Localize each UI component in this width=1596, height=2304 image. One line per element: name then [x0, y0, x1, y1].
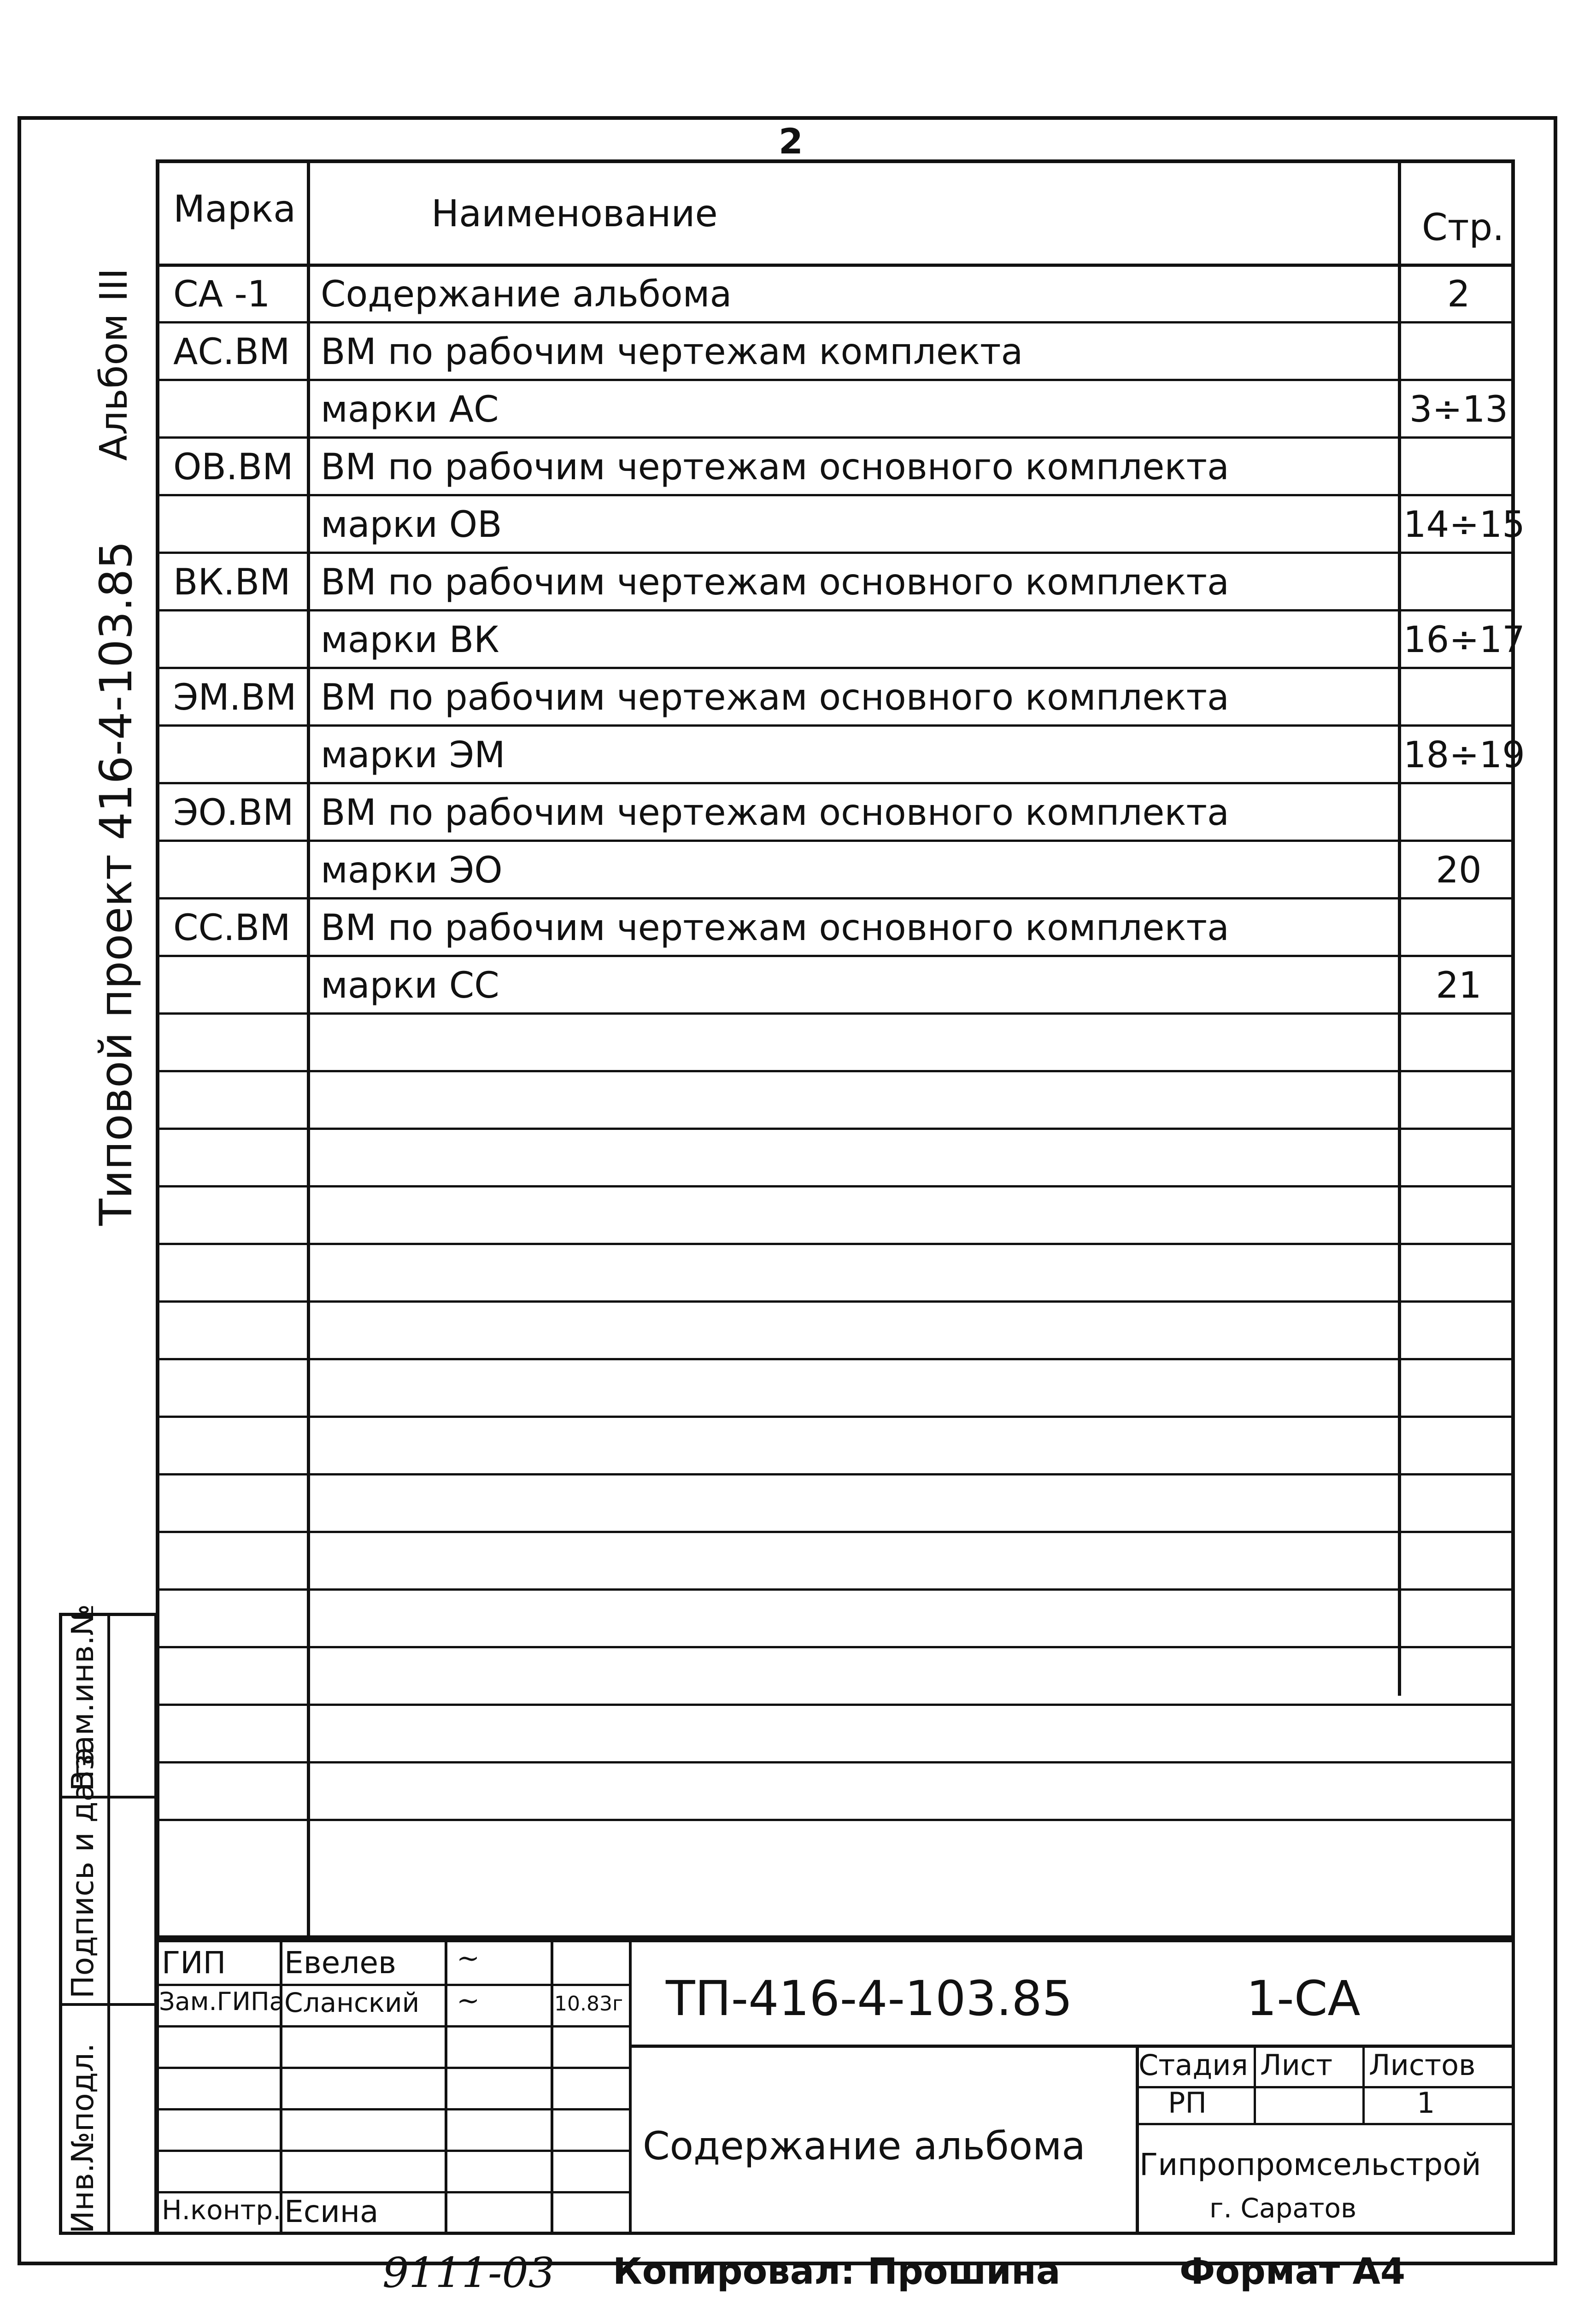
row-page: 18÷19: [1403, 735, 1525, 776]
row-divider: [159, 1012, 1511, 1015]
row-divider: [159, 379, 1511, 381]
row-divider: [159, 1300, 1511, 1303]
row-mark: ЭМ.ВМ: [173, 677, 297, 718]
row-divider: [159, 1358, 1511, 1360]
row-mark: АС.ВМ: [173, 331, 290, 373]
role-gip: ГИП: [162, 1945, 226, 1981]
stamp-date: 10.83г: [554, 1992, 623, 2016]
row-name: ВМ по рабочим чертежам основного комплекта: [321, 907, 1229, 949]
row-divider: [159, 609, 1511, 611]
contents-table: [156, 159, 1525, 1939]
row-divider: [159, 1704, 1511, 1706]
left-strip: [59, 1604, 158, 2235]
row-page: 20: [1436, 850, 1482, 891]
row-name: ВМ по рабочим чертежам основного комплекта: [321, 447, 1229, 488]
name-n-kontr: Есина: [284, 2194, 379, 2229]
row-page: 21: [1436, 965, 1482, 1006]
sheet-code: 1-СА: [1246, 1970, 1361, 2027]
podpis-data-label: Подпись и дата: [65, 1746, 100, 1998]
row-page: 3÷13: [1409, 389, 1508, 430]
row-name: ВМ по рабочим чертежам основного комплекта: [321, 792, 1229, 834]
row-divider: [159, 1819, 1511, 1821]
stage-value: РП: [1168, 2086, 1207, 2120]
sheet-label: Лист: [1260, 2048, 1333, 2082]
row-divider: [159, 1128, 1511, 1130]
row-name: марки ЭМ: [321, 735, 505, 776]
col-divider-mark: [307, 163, 310, 1935]
row-divider: [159, 1243, 1511, 1245]
inv-podl-label: Инв.№подл.: [65, 2043, 100, 2233]
row-divider: [159, 1185, 1511, 1187]
footer-number: 9111-03: [382, 2249, 555, 2297]
row-divider: [159, 321, 1511, 323]
header-page: Стр.: [1422, 206, 1504, 249]
album-label: Альбом III: [92, 268, 136, 461]
row-mark: СА -1: [173, 274, 270, 315]
row-divider: [159, 1531, 1511, 1533]
row-name: ВМ по рабочим чертежам основного комплекта: [321, 677, 1229, 718]
role-n-kontr: Н.контр.: [162, 2194, 282, 2226]
row-page: 16÷17: [1403, 619, 1525, 661]
row-name: марки ЭО: [321, 850, 503, 891]
row-mark: СС.ВМ: [173, 907, 291, 949]
header-mark: Марка: [173, 188, 296, 230]
row-page: 2: [1447, 274, 1470, 315]
row-divider: [159, 494, 1511, 496]
row-divider: [159, 1761, 1511, 1763]
sheet-number: 2: [779, 121, 803, 162]
document-title: Содержание альбома: [643, 2123, 1086, 2169]
row-name: марки СС: [321, 965, 499, 1006]
row-divider: [159, 667, 1511, 669]
city: г. Саратов: [1209, 2192, 1357, 2224]
row-divider: [159, 436, 1511, 439]
row-name: марки АС: [321, 389, 499, 430]
row-divider: [159, 1473, 1511, 1475]
row-name: Содержание альбома: [321, 274, 732, 315]
document-code: ТП-416-4-103.85: [666, 1970, 1073, 2027]
footer-format: Формат А4: [1179, 2251, 1406, 2292]
row-divider: [159, 897, 1511, 899]
row-divider: [159, 552, 1511, 554]
col-divider-page: [1398, 163, 1401, 1696]
row-divider: [159, 1646, 1511, 1648]
row-divider: [159, 1588, 1511, 1591]
name-gip: Евелев: [284, 1945, 396, 1981]
row-divider: [159, 782, 1511, 784]
project-label: Типовой проект 416-4-103.85: [90, 541, 142, 1226]
row-name: марки ОВ: [321, 504, 502, 546]
sheets-value: 1: [1417, 2086, 1435, 2120]
signature-zam-gip: ~: [457, 1985, 480, 2017]
row-mark: ОВ.ВМ: [173, 447, 293, 488]
vzam-inv-label: Взам.инв.№: [65, 1604, 100, 1791]
title-block: [156, 1939, 1515, 2235]
row-divider: [159, 1070, 1511, 1072]
header-divider: [159, 264, 1511, 267]
sheets-label: Листов: [1369, 2048, 1476, 2082]
row-name: ВМ по рабочим чертежам основного комплекта: [321, 562, 1229, 603]
role-zam-gip: Зам.ГИПа: [159, 1987, 285, 2016]
header-name: Наименование: [431, 192, 718, 235]
row-divider: [159, 724, 1511, 727]
footer-copied: Копировал: Прошина: [613, 2251, 1061, 2292]
row-mark: ЭО.ВМ: [173, 792, 294, 834]
stage-label: Стадия: [1138, 2048, 1248, 2082]
name-zam-gip: Сланский: [284, 1987, 420, 2018]
row-mark: ВК.ВМ: [173, 562, 291, 603]
row-divider: [159, 1416, 1511, 1418]
organization: Гипропромсельстрой: [1139, 2147, 1481, 2182]
row-name: марки ВК: [321, 619, 499, 661]
row-name: ВМ по рабочим чертежам комплекта: [321, 331, 1023, 373]
signature-gip: ~: [457, 1942, 480, 1975]
row-divider: [159, 840, 1511, 842]
row-page: 14÷15: [1403, 504, 1525, 546]
row-divider: [159, 955, 1511, 957]
